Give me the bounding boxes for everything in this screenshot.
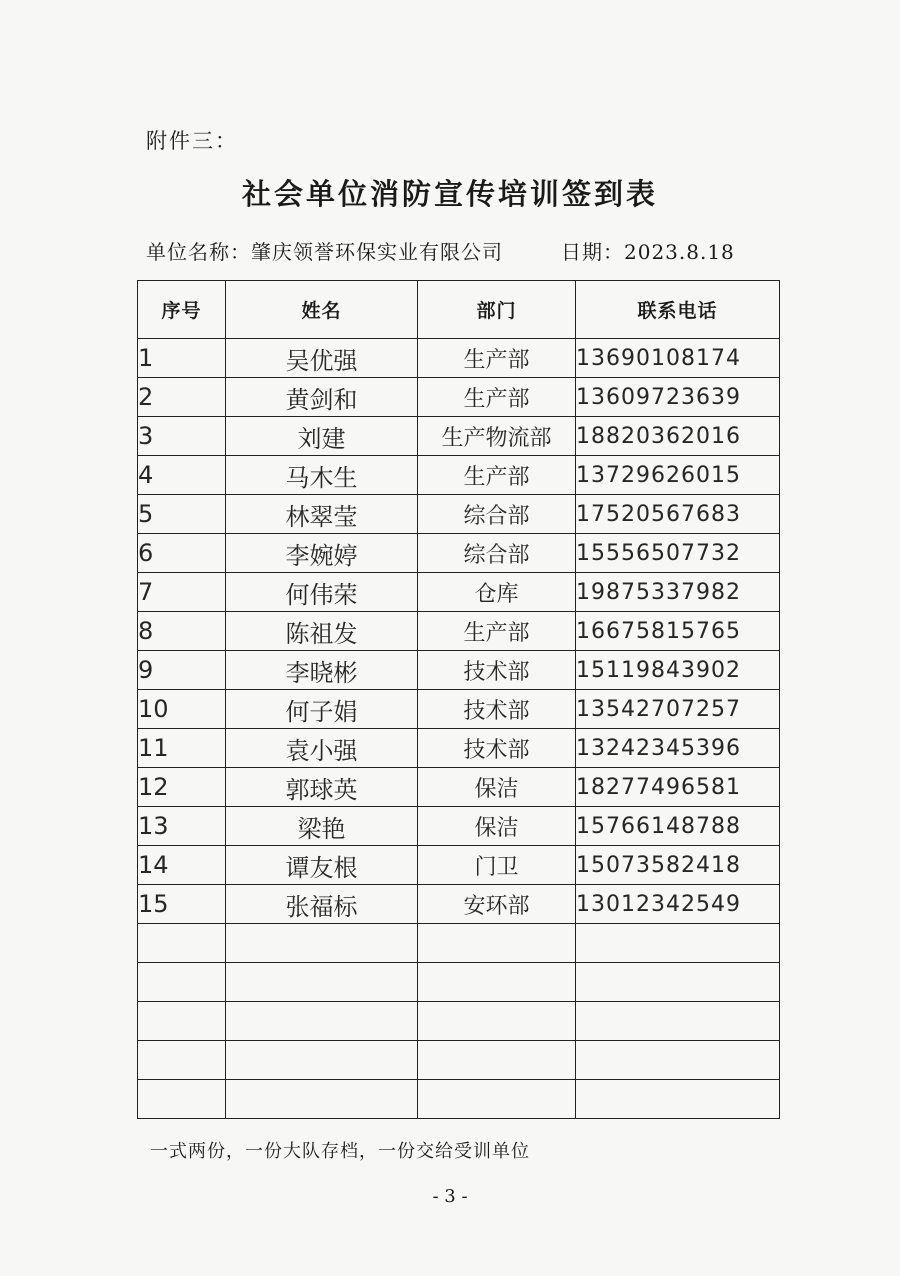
- table-row: [138, 885, 780, 924]
- row-name: 林翠莹: [226, 495, 418, 534]
- sign-date: 日期：2023.8.18: [561, 240, 735, 264]
- row-serial: [138, 1041, 226, 1080]
- table-row: [138, 573, 780, 612]
- page-title: 社会单位消防宣传培训签到表: [241, 177, 658, 211]
- table-row: [138, 417, 780, 456]
- header-department: 部门: [418, 281, 576, 339]
- row-department: 综合部: [418, 534, 576, 573]
- row-phone: 13012342549: [576, 885, 780, 924]
- page-number: - 3 -: [432, 1186, 468, 1207]
- row-phone: 13729626015: [576, 456, 780, 495]
- row-department: 保洁: [418, 807, 576, 846]
- table-row: [138, 534, 780, 573]
- row-name: 谭友根: [226, 846, 418, 885]
- table-row: [138, 612, 780, 651]
- table-row: [138, 651, 780, 690]
- row-phone: 15766148788: [576, 807, 780, 846]
- row-department: 生产部: [418, 339, 576, 378]
- row-serial: 9: [138, 651, 226, 690]
- sign-in-table: [137, 280, 780, 1119]
- table-row: [138, 456, 780, 495]
- row-phone: 13242345396: [576, 729, 780, 768]
- footnote: 一式两份，一份大队存档，一份交给受训单位: [150, 1141, 530, 1162]
- unit-name: 单位名称：肇庆领誉环保实业有限公司: [146, 240, 503, 264]
- row-serial: 7: [138, 573, 226, 612]
- row-serial: 1: [138, 339, 226, 378]
- row-serial: 12: [138, 768, 226, 807]
- row-department: 门卫: [418, 846, 576, 885]
- row-phone: 17520567683: [576, 495, 780, 534]
- table-row: [138, 378, 780, 417]
- row-phone: 16675815765: [576, 612, 780, 651]
- row-name: [226, 924, 418, 963]
- table-row: [138, 1041, 780, 1080]
- row-phone: 15556507732: [576, 534, 780, 573]
- row-phone: [576, 1080, 780, 1119]
- row-phone: [576, 924, 780, 963]
- table-body: [138, 339, 780, 1119]
- row-phone: 15119843902: [576, 651, 780, 690]
- row-name: 马木生: [226, 456, 418, 495]
- row-department: [418, 1002, 576, 1041]
- table-row: [138, 1080, 780, 1119]
- table-row: [138, 339, 780, 378]
- row-department: [418, 963, 576, 1002]
- row-phone: 19875337982: [576, 573, 780, 612]
- row-name: [226, 963, 418, 1002]
- row-serial: 4: [138, 456, 226, 495]
- attachment-label: 附件三：: [146, 129, 238, 153]
- table-row: [138, 963, 780, 1002]
- header-phone: 联系电话: [576, 281, 780, 339]
- row-serial: 3: [138, 417, 226, 456]
- row-name: 黄剑和: [226, 378, 418, 417]
- row-department: 仓库: [418, 573, 576, 612]
- row-phone: 18277496581: [576, 768, 780, 807]
- row-phone: 13690108174: [576, 339, 780, 378]
- table-row: [138, 690, 780, 729]
- row-serial: 5: [138, 495, 226, 534]
- row-department: 保洁: [418, 768, 576, 807]
- table-row: [138, 495, 780, 534]
- row-name: 郭球英: [226, 768, 418, 807]
- row-serial: 13: [138, 807, 226, 846]
- row-department: 技术部: [418, 729, 576, 768]
- row-name: 张福标: [226, 885, 418, 924]
- row-department: [418, 1080, 576, 1119]
- row-phone: 13609723639: [576, 378, 780, 417]
- row-serial: 6: [138, 534, 226, 573]
- row-department: 综合部: [418, 495, 576, 534]
- row-department: 技术部: [418, 651, 576, 690]
- row-name: 李婉婷: [226, 534, 418, 573]
- row-department: 生产部: [418, 378, 576, 417]
- header-name: 姓名: [226, 281, 418, 339]
- unit-info-line: [146, 236, 735, 265]
- row-serial: 10: [138, 690, 226, 729]
- row-name: 刘建: [226, 417, 418, 456]
- table-row: [138, 924, 780, 963]
- row-name: 袁小强: [226, 729, 418, 768]
- row-department: 生产物流部: [418, 417, 576, 456]
- table-row: [138, 1002, 780, 1041]
- table-header-row: [138, 281, 780, 339]
- row-name: [226, 1080, 418, 1119]
- row-phone: [576, 963, 780, 1002]
- row-phone: [576, 1041, 780, 1080]
- row-serial: [138, 963, 226, 1002]
- row-name: 吴优强: [226, 339, 418, 378]
- row-name: 陈祖发: [226, 612, 418, 651]
- row-name: 何子娟: [226, 690, 418, 729]
- row-department: 安环部: [418, 885, 576, 924]
- row-serial: 11: [138, 729, 226, 768]
- row-serial: 14: [138, 846, 226, 885]
- row-department: 生产部: [418, 612, 576, 651]
- row-serial: 2: [138, 378, 226, 417]
- row-name: 李晓彬: [226, 651, 418, 690]
- header-serial: 序号: [138, 281, 226, 339]
- row-phone: 18820362016: [576, 417, 780, 456]
- row-serial: [138, 924, 226, 963]
- row-department: 技术部: [418, 690, 576, 729]
- row-name: 梁艳: [226, 807, 418, 846]
- table-row: [138, 729, 780, 768]
- row-serial: 8: [138, 612, 226, 651]
- row-serial: 15: [138, 885, 226, 924]
- row-phone: 13542707257: [576, 690, 780, 729]
- row-department: [418, 1041, 576, 1080]
- row-department: [418, 924, 576, 963]
- row-name: 何伟荣: [226, 573, 418, 612]
- table-row: [138, 768, 780, 807]
- row-serial: [138, 1080, 226, 1119]
- table-row: [138, 846, 780, 885]
- row-name: [226, 1002, 418, 1041]
- row-phone: 15073582418: [576, 846, 780, 885]
- row-phone: [576, 1002, 780, 1041]
- row-department: 生产部: [418, 456, 576, 495]
- row-name: [226, 1041, 418, 1080]
- table-row: [138, 807, 780, 846]
- row-serial: [138, 1002, 226, 1041]
